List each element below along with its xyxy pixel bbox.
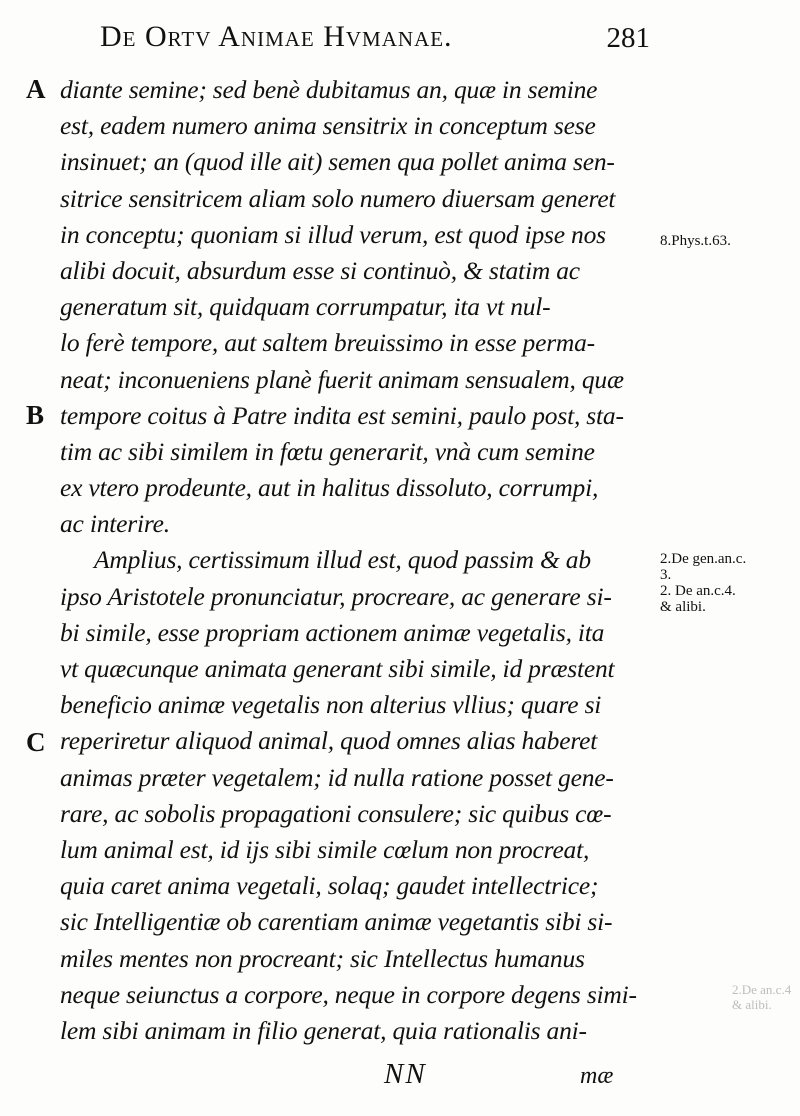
text-line: neque seiunctus a corpore, neque in corpore degens simi-	[60, 979, 637, 1009]
text-line: quia caret anima vegetali, solaq; gaudet intellectrice;	[60, 871, 599, 901]
text-line: miles mentes non procreant; sic Intellectus humanus	[60, 943, 585, 973]
signature-mark: NN	[384, 1058, 427, 1090]
text-line: reperiretur aliquod animal, quod omnes alias haberet	[60, 726, 598, 756]
text-line: bi simile, esse propriam actionem animæ vegetalis, ita	[60, 617, 605, 647]
bleed-through-text: & alibi.	[732, 997, 772, 1012]
page-header	[90, 18, 650, 60]
section-letter-a: A	[26, 74, 46, 104]
text-line: alibi docuit, absurdum esse si continuò, & statim ac	[60, 255, 580, 285]
text-line: sitrice sensitricem aliam solo numero diuersam generet	[60, 183, 616, 213]
text-line: est, eadem numero anima sensitrix in conceptum sese	[60, 111, 596, 141]
body-text	[60, 72, 650, 1049]
text-line: insinuet; an (quod ille ait) semen qua pollet anima sen-	[60, 147, 615, 177]
text-line: generatum sit, quidquam corrumpatur, ita vt nul-	[60, 292, 551, 322]
marginal-note-text: 2. De an.c.4.	[660, 583, 736, 599]
text-line: tim ac sibi similem in fœtu generarit, vnà cum semine	[60, 436, 595, 466]
text-line: lem sibi animam in filio generat, quia rationalis ani-	[60, 1015, 587, 1045]
page-number: 281	[606, 22, 650, 54]
marginal-note-text: & alibi.	[660, 599, 706, 615]
text-line: ex vtero prodeunte, aut in halitus dissoluto, corrumpi,	[60, 473, 599, 503]
text-line: animas præter vegetalem; id nulla ratione posset gene-	[60, 762, 614, 792]
text-line: ac interire.	[60, 509, 170, 539]
text-line: vt quæcunque animata generant sibi simile, id præstent	[60, 654, 615, 683]
text-line: in conceptu; quoniam si illud verum, est quod ipse nos	[60, 219, 606, 249]
running-title: De Ortv Animae Hvmanae.	[100, 20, 453, 53]
marginal-note-text: 2.De gen.an.c.	[660, 551, 747, 567]
text-line: sic Intelligentiæ ob carentiam animæ vegetantis sibi si-	[60, 907, 613, 937]
section-letter-c: C	[26, 727, 46, 757]
text-line: rare, ac sobolis propagationi consulere; sic quibus cœ-	[60, 798, 612, 828]
text-line: lum animal est, id ijs sibi simile cœlum non procreat,	[60, 834, 590, 864]
text-line: neat; inconueniens planè fuerit animam sensualem, quæ	[60, 364, 624, 394]
bleed-through-text: 2.De an.c.4	[732, 982, 792, 997]
text-line: tempore coitus à Patre indita est semini, paulo post, sta-	[60, 400, 624, 430]
paragraph-start-line: Amplius, certissimum illud est, quod passim & ab	[94, 545, 591, 575]
text-line: beneficio animæ vegetalis non alterius vllius; quare si	[60, 690, 602, 720]
text-line: lo ferè tempore, aut saltem breuissimo in esse perma-	[60, 328, 595, 358]
bleed-through-note	[732, 982, 791, 1012]
text-line: ipso Aristotele pronunciatur, procreare, ac generare si-	[60, 581, 612, 611]
catchword: mæ	[580, 1063, 614, 1089]
marginal-note-text: 3.	[660, 567, 672, 583]
section-letter-b: B	[26, 400, 45, 430]
text-line: diante semine; sed benè dubitamus an, quæ in semine	[60, 75, 598, 104]
marginal-note-physics	[660, 233, 731, 249]
marginal-note-text: 8.Phys.t.63.	[660, 233, 731, 249]
marginal-note-generation	[660, 551, 746, 615]
